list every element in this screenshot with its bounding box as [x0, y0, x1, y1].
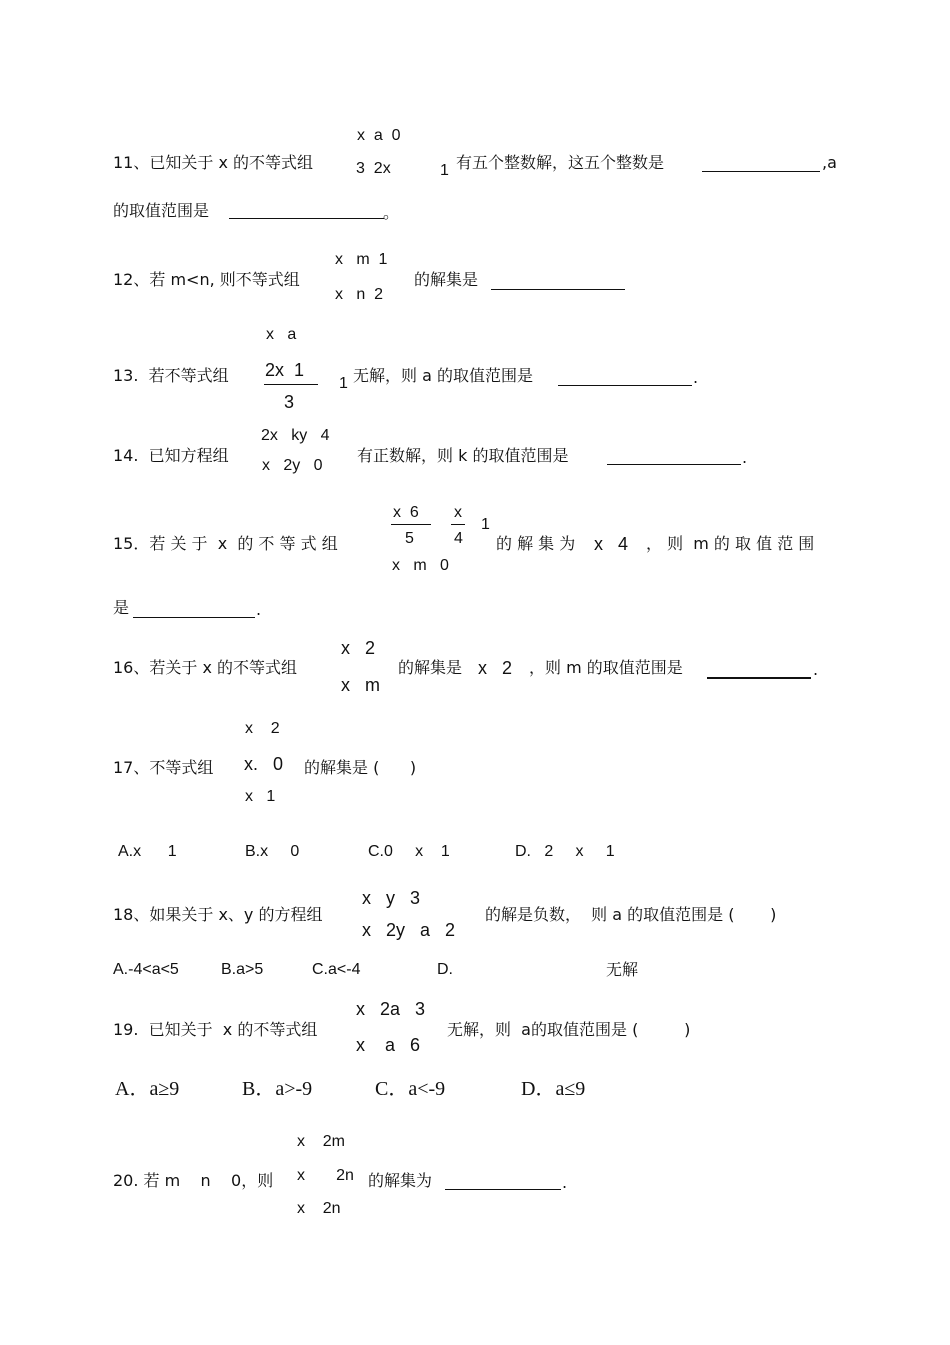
- q11-system-row1: x a 0: [357, 127, 401, 144]
- q15-solution: x 4: [594, 534, 629, 554]
- q11-end: 。: [383, 203, 400, 222]
- q15-frac2-denominator: 4: [454, 530, 463, 547]
- q14-system-row1: 2x ky 4: [261, 427, 330, 444]
- q17-option-c[interactable]: C.0 x 1: [368, 843, 450, 860]
- q16-solution: x 2: [478, 658, 513, 678]
- q19-option-c[interactable]: C．a<-9: [375, 1078, 446, 1100]
- q15-frac1-numerator: x 6: [393, 504, 419, 521]
- q15-frac2-bar: [451, 524, 465, 525]
- q12-system-row2: x n 2: [335, 286, 384, 303]
- q11-system-row2: 3 2x: [356, 160, 391, 177]
- q18-system-row1: x y 3: [362, 888, 421, 908]
- q12-system-row1: x m 1: [335, 251, 388, 268]
- q13-fraction-numerator: 2x 1: [265, 360, 305, 380]
- q11-answer-blank-1[interactable]: [702, 171, 820, 172]
- q16-prefix: 16、若关于 x 的不等式组: [113, 658, 298, 677]
- q14-prefix: 14. 已知方程组: [113, 446, 229, 465]
- q18-option-b[interactable]: B.a>5: [221, 961, 264, 978]
- q15-system-row2: x m 0: [392, 557, 449, 574]
- q13-system-row1: x a: [266, 326, 297, 343]
- q15-end: .: [256, 600, 262, 619]
- q11-answer-blank-2[interactable]: [229, 218, 384, 219]
- q20-end: .: [562, 1173, 568, 1192]
- q11-suffix: 有五个整数解，这五个整数是: [456, 153, 665, 172]
- q15-line2: 是: [113, 598, 130, 617]
- q11-tail: ,a: [822, 153, 837, 172]
- q19-option-a[interactable]: A．a≥9: [115, 1078, 180, 1100]
- q13-suffix: 无解，则 a 的取值范围是: [353, 366, 533, 385]
- q14-suffix: 有正数解，则 k 的取值范围是: [357, 446, 569, 465]
- q15-frac2-numerator: x: [454, 504, 462, 521]
- q19-option-d[interactable]: D．a≤9: [521, 1078, 586, 1100]
- q15-prefix: 15．若 关 于 x 的 不 等 式 组: [113, 534, 338, 553]
- q12-answer-blank[interactable]: [491, 289, 625, 290]
- q11-system-row2-rhs: 1: [440, 162, 449, 179]
- q17-system-row2: x. 0: [244, 754, 284, 774]
- q15-frac1-bar: [391, 524, 431, 525]
- q20-system-row1: x 2m: [297, 1133, 346, 1150]
- q17-system-row1: x 2: [245, 720, 280, 737]
- q11-prefix: 11、已知关于 x 的不等式组: [113, 153, 314, 172]
- q16-system-row2: x m: [341, 675, 380, 695]
- q19-system-row1: x 2a 3: [356, 999, 426, 1019]
- q15-answer-blank[interactable]: [133, 617, 255, 618]
- q12-suffix: 的解集是: [414, 270, 479, 289]
- q16-answer-blank[interactable]: [707, 677, 811, 679]
- q18-option-c[interactable]: C.a<-4: [312, 961, 361, 978]
- q16-mid: 的解集是: [398, 658, 463, 677]
- q17-option-b[interactable]: B.x 0: [245, 843, 300, 860]
- q19-suffix: 无解，则 a的取值范围是 ( ): [447, 1020, 691, 1039]
- q13-answer-blank[interactable]: [558, 385, 692, 386]
- q13-rhs: 1: [339, 375, 348, 392]
- q15-frac1-denominator: 5: [405, 530, 414, 547]
- q13-end: .: [693, 368, 699, 387]
- q17-option-a[interactable]: A.x 1: [118, 843, 177, 860]
- q11-line2: 的取值范围是: [113, 201, 210, 220]
- q19-prefix: 19. 已知关于 x 的不等式组: [113, 1020, 318, 1039]
- q18-option-d[interactable]: D.: [437, 961, 453, 978]
- q17-system-row3: x 1: [245, 788, 276, 805]
- q20-system-row3: x 2n: [297, 1200, 341, 1217]
- q16-system-row1: x 2: [341, 638, 376, 658]
- q20-prefix: 20. 若 m n 0，则: [113, 1171, 274, 1190]
- q20-answer-blank[interactable]: [445, 1189, 561, 1190]
- q20-suffix: 的解集为: [368, 1171, 433, 1190]
- q13-fraction-denominator: 3: [284, 392, 295, 412]
- q17-option-d[interactable]: D. 2 x 1: [515, 843, 615, 860]
- q15-rhs: 1: [481, 516, 490, 533]
- q14-answer-blank[interactable]: [607, 464, 741, 465]
- q16-tail: ，则 m 的取值范围是: [529, 658, 683, 677]
- q13-prefix: 13. 若不等式组: [113, 366, 229, 385]
- q20-system-row2: x 2n: [297, 1167, 354, 1184]
- q18-suffix: 的解是负数， 则 a 的取值范围是 ( ): [485, 905, 777, 924]
- q14-system-row2: x 2y 0: [262, 457, 323, 474]
- q16-end: .: [813, 660, 819, 679]
- q15-mid: 的 解 集 为: [496, 534, 576, 553]
- q13-fraction-bar: [264, 384, 318, 385]
- q18-system-row2: x 2y a 2: [362, 920, 456, 940]
- q17-suffix: 的解集是 ( ): [304, 758, 417, 777]
- q18-option-d-text: 无解: [606, 960, 639, 979]
- q12-prefix: 12、若 m<n, 则不等式组: [113, 270, 300, 289]
- q19-option-b[interactable]: B．a>-9: [242, 1078, 313, 1100]
- q15-tail: ， 则 m 的 取 值 范 围: [646, 534, 815, 553]
- q18-prefix: 18、如果关于 x、y 的方程组: [113, 905, 323, 924]
- q14-end: .: [742, 448, 748, 467]
- q17-prefix: 17、不等式组: [113, 758, 214, 777]
- q19-system-row2: x a 6: [356, 1035, 421, 1055]
- q18-option-a[interactable]: A.-4<a<5: [113, 961, 179, 978]
